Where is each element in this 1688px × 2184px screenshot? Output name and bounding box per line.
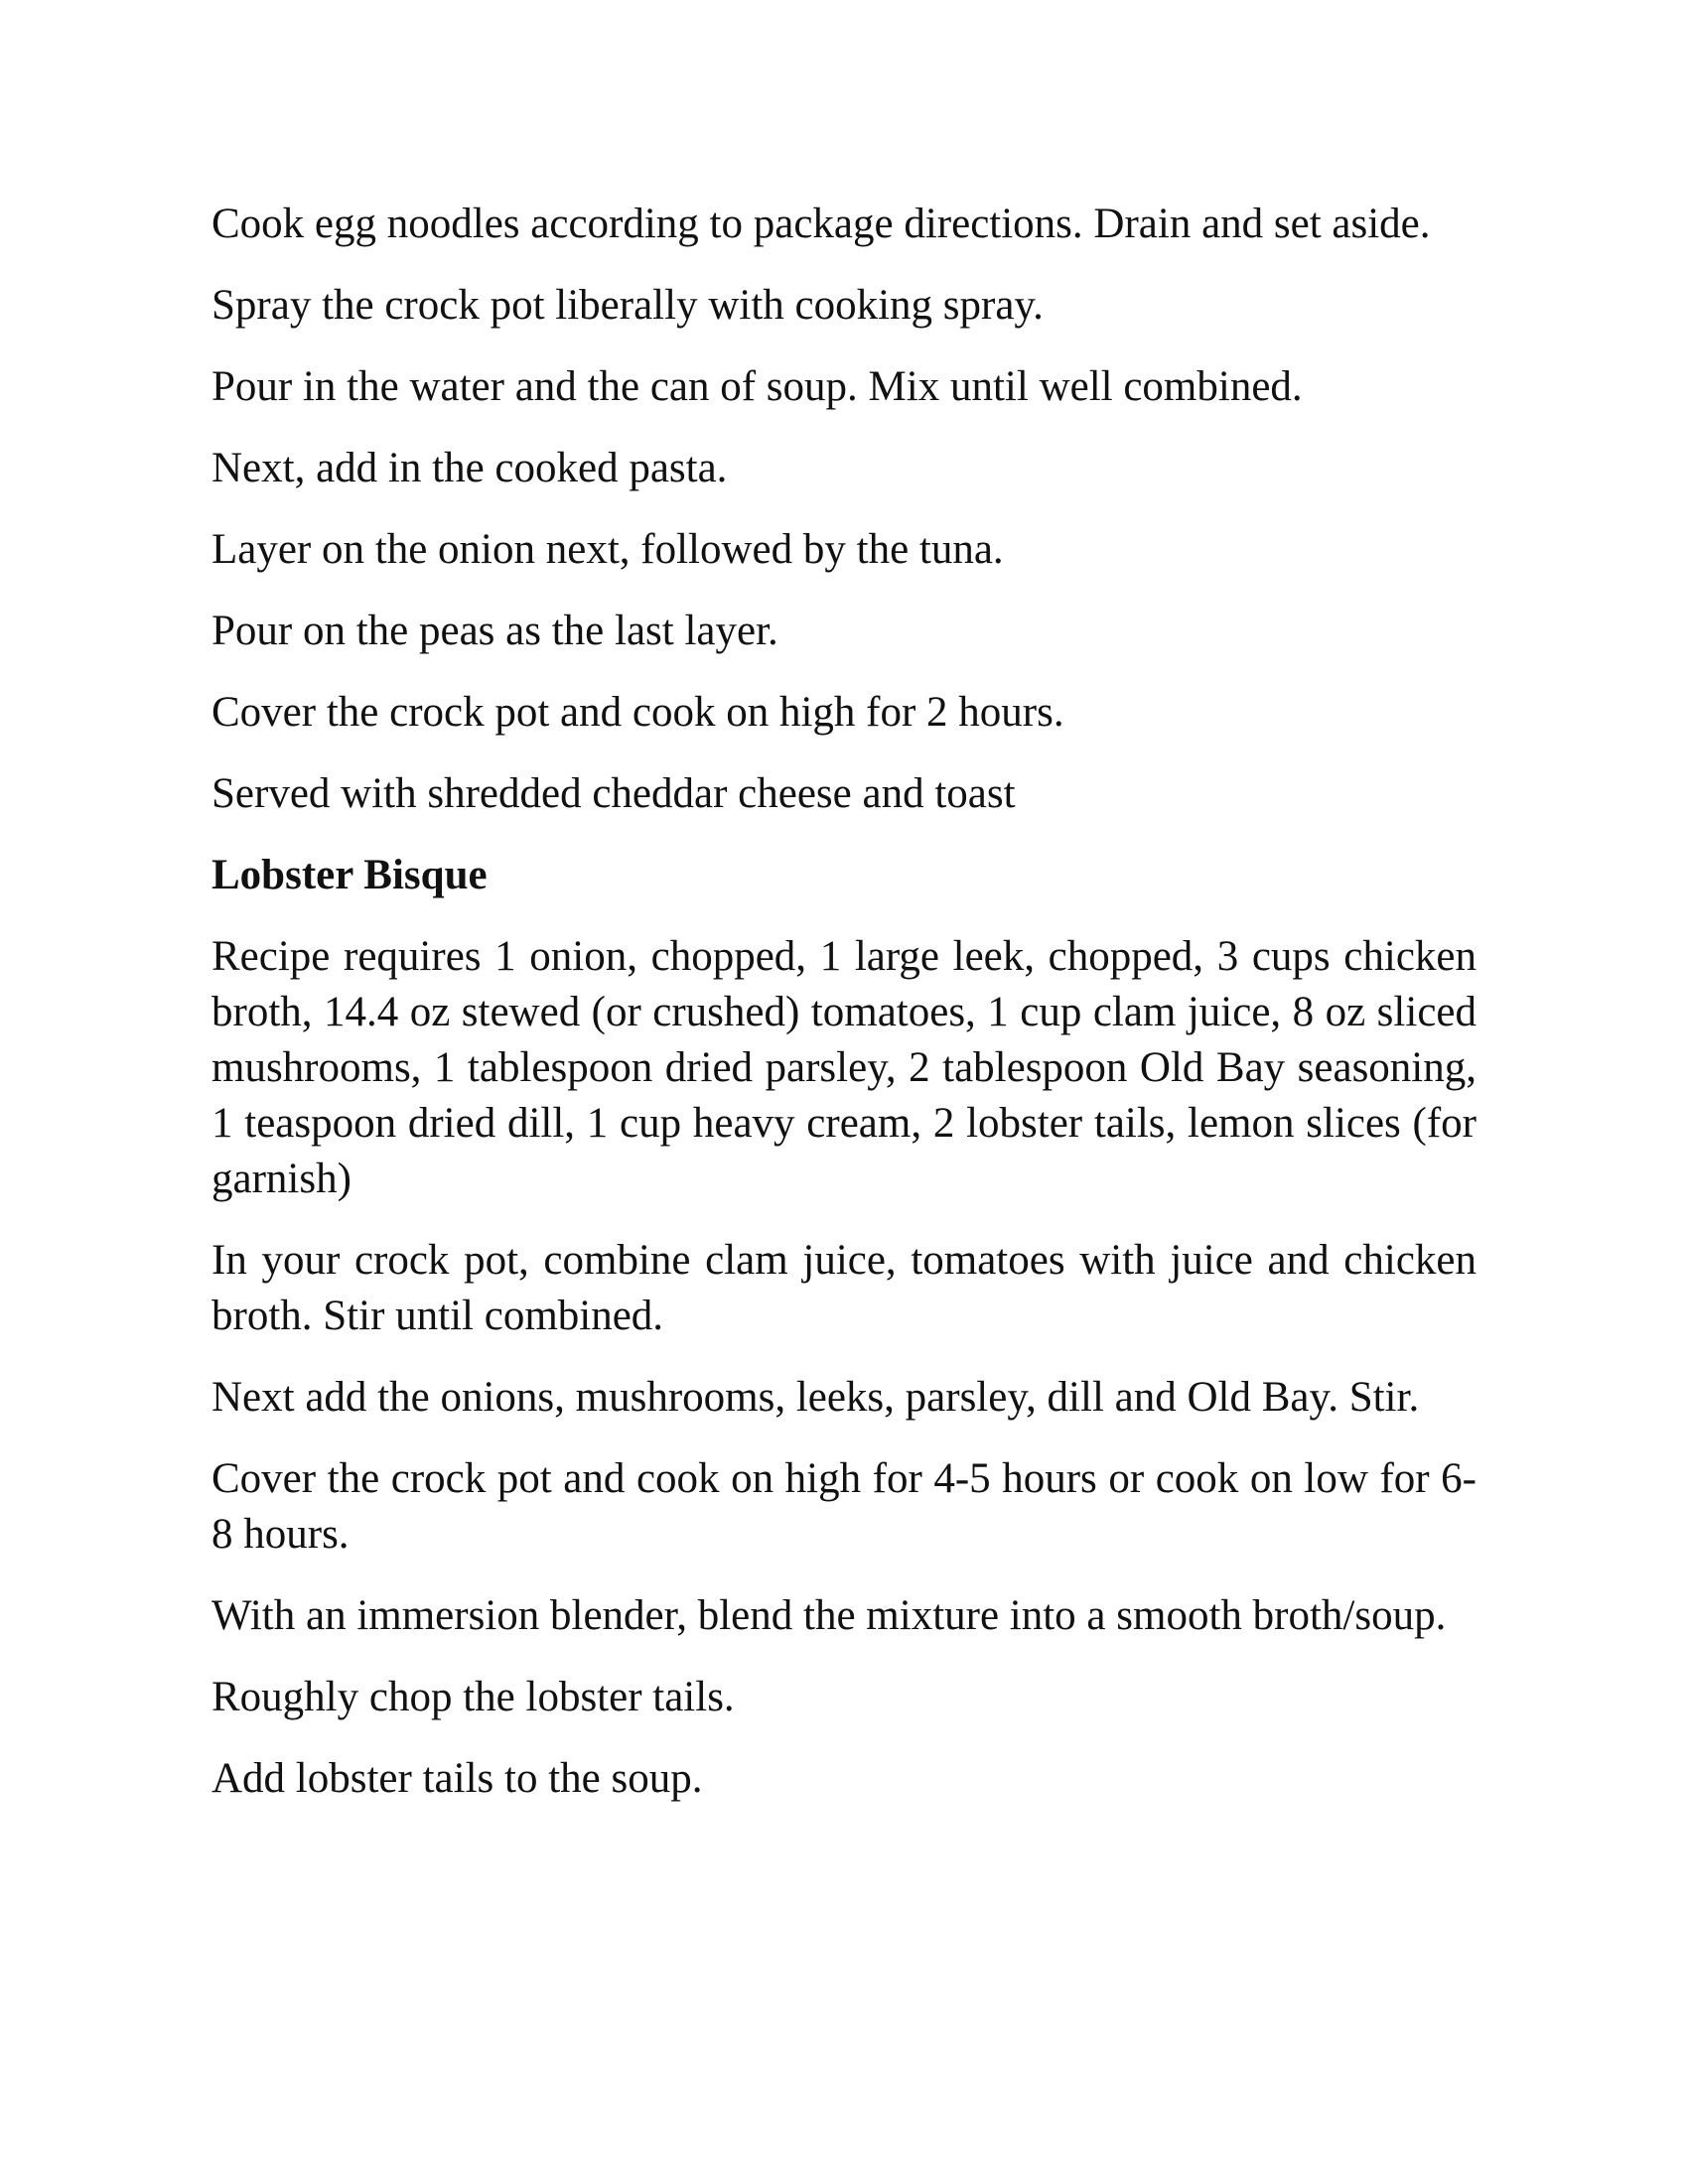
ingredients-paragraph: Recipe requires 1 onion, chopped, 1 large leek, chopped, 3 cups chicken broth, 14.4 oz stewed (or crushed) tomatoes, 1 cup clam juice, 8 oz sliced mushrooms, 1 tablespoon dried parsley, 2 tablespoon Old Bay seasoning, 1 teaspoon dried dill, 1 cup heavy cream, 2 lobster tails, lemon slices (for garnish) — [211, 933, 1477, 1202]
tuna-step-7: Cover the crock pot and cook on high for 2 hours. — [211, 689, 1064, 736]
lobster-step-3: Cover the crock pot and cook on high for 4-5 hours or cook on low for 6-8 hours. — [211, 1455, 1477, 1558]
lobster-step-1: In your crock pot, combine clam juice, tomatoes with juice and chicken broth. Stir until combined. — [211, 1237, 1477, 1339]
tuna-step-3: Pour in the water and the can of soup. Mix until well combined. — [211, 363, 1303, 410]
lobster-step-5: Roughly chop the lobster tails. — [211, 1674, 735, 1720]
tuna-step-4: Next, add in the cooked pasta. — [211, 445, 728, 491]
tuna-step-2: Spray the crock pot liberally with cooking spray. — [211, 282, 1044, 329]
tuna-step-5: Layer on the onion next, followed by the tuna. — [211, 526, 1004, 573]
tuna-step-6: Pour on the peas as the last layer. — [211, 608, 778, 654]
lobster-step-4: With an immersion blender, blend the mixture into a smooth broth/soup. — [211, 1592, 1447, 1639]
document-page — [211, 197, 1477, 1833]
lobster-step-6: Add lobster tails to the soup. — [211, 1755, 703, 1802]
tuna-step-1: Cook egg noodles according to package directions. Drain and set aside. — [211, 201, 1431, 247]
recipe-heading: Lobster Bisque — [211, 852, 488, 898]
tuna-step-8: Served with shredded cheddar cheese and toast — [211, 770, 1016, 817]
lobster-step-2: Next add the onions, mushrooms, leeks, parsley, dill and Old Bay. Stir. — [211, 1374, 1420, 1421]
